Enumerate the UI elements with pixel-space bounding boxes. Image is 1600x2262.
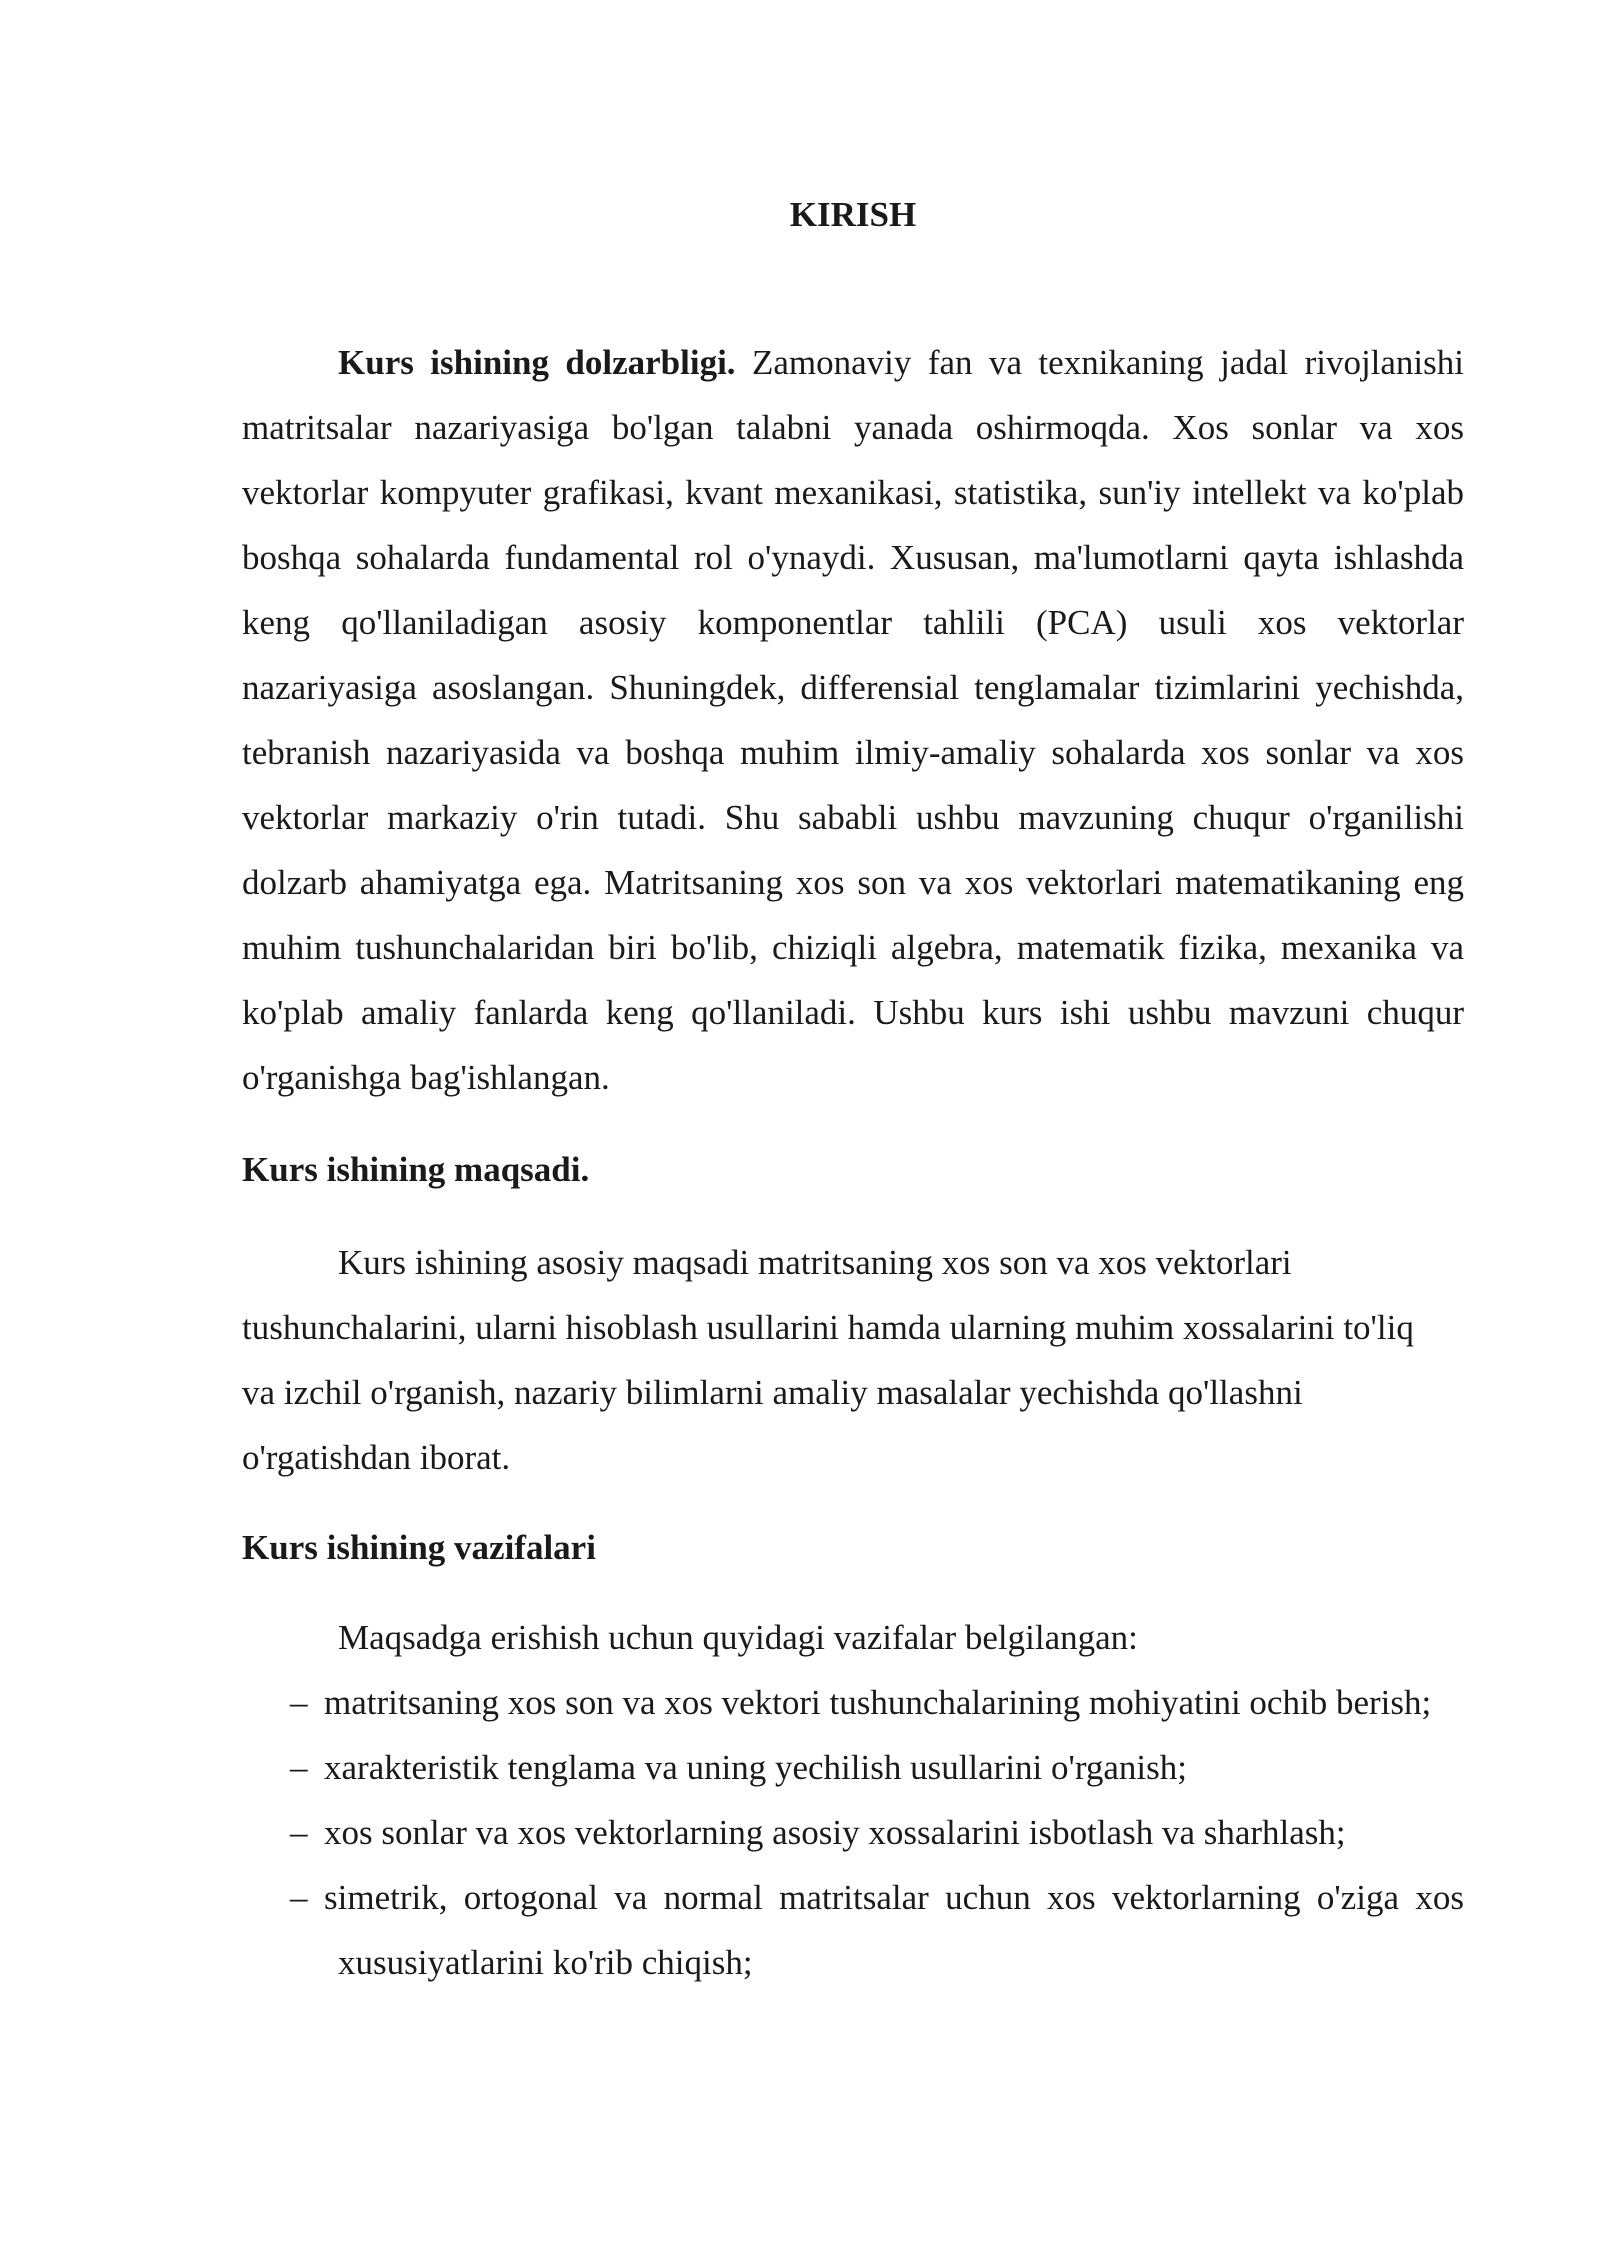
dash-bullet: – — [290, 1683, 308, 1722]
task-item — [290, 1670, 1464, 1735]
relevance-text: Zamonaviy fan va texnikaning jadal rivojlanishi matritsalar nazariyasiga bo'lgan talabni yanada oshirmoqda. Xos sonlar va xos vektorlar kompyuter grafikasi, kvant mexanikasi, statistika, sun'iy intellekt va ko'plab boshqa sohalarda fundamental rol o'ynaydi. Xususan, ma'lumotlarni qayta ishlashda keng qo'llaniladigan asosiy komponentlar tahlili (PCA) usuli xos vektorlar nazariyasiga asoslangan. Shuningdek, differensial tenglamalar tizimlarini yechishda, tebranish nazariyasida va boshqa muhim ilmiy-amaliy sohalarda xos sonlar va xos vektorlar markaziy o'rin tutadi. Shu sababli ushbu mavzuning chuqur o'rganilishi dolzarb ahamiyatga ega. Matritsaning xos son va xos vektorlari matematikaning eng muhim tushunchalaridan biri bo'lib, chiziqli algebra, matematik fizika, mexanika va ko'plab amaliy fanlarda keng qo'llaniladi. Ushbu kurs ishi ushbu mavzuni chuqur o'rganishga bag'ishlangan. — [242, 343, 1464, 1097]
task-item-text: matritsaning xos son va xos vektori tushunchalarining mohiyatini ochib berish; — [324, 1683, 1432, 1722]
page-title: KIRISH — [789, 195, 917, 234]
goal-heading: Kurs ishining maqsadi. — [242, 1150, 590, 1189]
goal-paragraph: Kurs ishining asosiy maqsadi matritsaning xos son va xos vektorlari tushunchalarini, ularni hisoblash usullarini hamda ularning muhim xossalarini to'liq va izchil o'rganish, nazariy bilimlarni amaliy masalalar yechishda qo'llashni o'rgatishdan iborat. — [242, 1243, 1414, 1477]
task-item — [290, 1865, 1464, 1995]
task-list — [290, 1670, 1464, 1995]
tasks-intro: Maqsadga erishish uchun quyidagi vazifalar belgilangan: — [338, 1618, 1138, 1657]
task-item — [290, 1800, 1464, 1865]
tasks-heading: Kurs ishining vazifalari — [242, 1528, 596, 1567]
task-item-text: simetrik, ortogonal va normal matritsalar uchun xos vektorlarning o'ziga xos xususiyatlarini ko'rib chiqish; — [324, 1878, 1464, 1982]
task-item-text: xarakteristik tenglama va uning yechilish usullarini o'rganish; — [324, 1748, 1187, 1787]
dash-bullet: – — [290, 1748, 308, 1787]
relevance-paragraph — [242, 330, 1464, 1110]
task-item — [290, 1735, 1464, 1800]
relevance-heading: Kurs ishining dolzarbligi. — [338, 343, 736, 382]
dash-bullet: – — [290, 1813, 308, 1852]
task-item-text: xos sonlar va xos vektorlarning asosiy xossalarini isbotlash va sharhlash; — [324, 1813, 1346, 1852]
document-page — [242, 0, 1464, 2262]
dash-bullet: – — [290, 1878, 308, 1917]
